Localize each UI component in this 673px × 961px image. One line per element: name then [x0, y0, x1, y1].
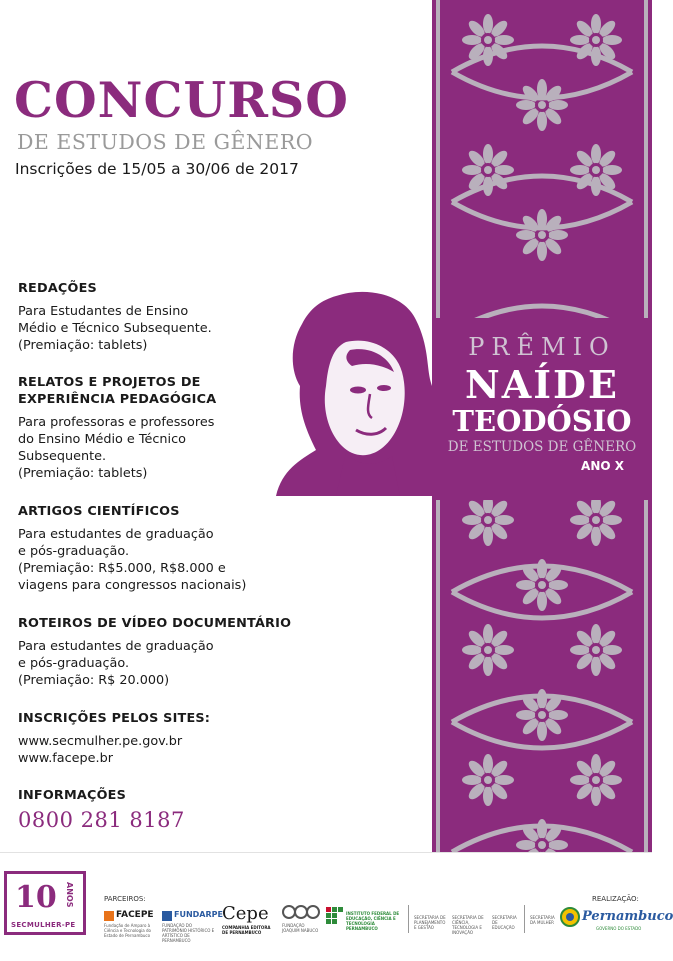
logo-fundaj: FUNDAÇÃO JOAQUIM NABUCO [282, 923, 319, 933]
fundaj-icon [282, 905, 320, 919]
logo-pernambuco: Pernambuco [582, 909, 673, 924]
logo-cepe: Cepe [222, 903, 269, 924]
facepe-icon [104, 911, 114, 921]
partners-label: PARCEIROS: [104, 895, 146, 903]
section-roteiros [18, 615, 318, 689]
divider [524, 905, 525, 933]
pernambuco-crest-icon [560, 907, 580, 927]
section-artigos [18, 503, 318, 594]
section-heading: INFORMAÇÕES [18, 788, 127, 803]
logo-secretaria-planejamento: SECRETARIA DE PLANEJAMENTO E GESTÃO [414, 915, 446, 930]
footer [0, 852, 673, 961]
award-title-box [432, 318, 652, 500]
section-heading: INSCRIÇÕES PELOS SITES: [18, 711, 211, 726]
award-line-naide: NAÍDE [465, 362, 619, 407]
award-line-estudos: DE ESTUDOS DE GÊNERO [447, 439, 637, 455]
award-edition: ANO X [581, 459, 624, 473]
section-heading: RELATOS E PROJETOS DE EXPERIÊNCIA PEDAGÓGICA [18, 375, 217, 407]
logo-secretaria-educacao: SECRETARIA DE EDUCAÇÃO [492, 915, 517, 930]
section-body: Para estudantes de graduação e pós-graduação. (Premiação: R$5.000, R$8.000 e viagens para congressos nacionais) [18, 527, 247, 593]
section-inscricoes [18, 710, 318, 767]
section-body: Para Estudantes de Ensino Médio e Técnico Subsequente. (Premiação: tablets) [18, 304, 212, 353]
award-line-premio: PRÊMIO [468, 333, 616, 361]
realizacao-label: REALIZAÇÃO: [592, 895, 639, 903]
fundarpe-icon [162, 911, 172, 921]
page-title: CONCURSO [14, 71, 349, 129]
logo-secretaria-mulher: SECRETARIA DA MULHER [530, 915, 555, 925]
portrait-image [276, 290, 436, 496]
section-heading: ARTIGOS CIENTÍFICOS [18, 504, 180, 519]
section-heading: ROTEIROS DE VÍDEO DOCUMENTÁRIO [18, 616, 292, 631]
header [14, 71, 349, 180]
badge-number: 10 [15, 880, 57, 915]
logo-pernambuco-desc: GOVERNO DO ESTADO [596, 926, 642, 931]
logo-facepe-desc: Fundação de Amparo à Ciência e Tecnologia do Estado de Pernambuco [104, 923, 151, 938]
logo-fundarpe-desc: FUNDAÇÃO DO PATRIMÔNIO HISTÓRICO E ARTÍSTICO DE PERNAMBUCO [162, 923, 215, 943]
badge-org: SECMULHER-PE [11, 921, 76, 929]
award-line-teodosio: TEODÓSIO [452, 404, 632, 438]
logo-facepe: FACEPE [116, 910, 154, 920]
registration-dates: Inscrições de 15/05 a 30/06 de 2017 [15, 160, 299, 178]
section-body: www.secmulher.pe.gov.br www.facepe.br [18, 734, 183, 766]
logo-cepe-desc: COMPANHIA EDITORA DE PERNAMBUCO [222, 925, 271, 935]
section-relatos [18, 374, 318, 482]
anniversary-badge [4, 871, 86, 935]
logo-ifpe: INSTITUTO FEDERAL DE EDUCAÇÃO, CIÊNCIA E TECNOLOGIA PERNAMBUCO [346, 911, 400, 931]
logo-fundarpe: FUNDARPE [174, 910, 223, 919]
section-body: Para estudantes de graduação e pós-graduação. (Premiação: R$ 20.000) [18, 639, 214, 688]
divider [408, 905, 409, 933]
section-body: Para professoras e professores do Ensino Médio e Técnico Subsequente. (Premiação: tablets) [18, 415, 215, 481]
badge-anos: ANOS [65, 882, 74, 908]
section-redacoes [18, 280, 318, 354]
logo-secretaria-ciencia: SECRETARIA DE CIÊNCIA, TECNOLOGIA E INOVAÇÃO [452, 915, 484, 935]
ifpe-icon [326, 907, 344, 925]
section-informacoes [18, 787, 318, 832]
section-heading: REDAÇÕES [18, 281, 97, 296]
phone-number: 0800 281 8187 [18, 808, 185, 832]
page-subtitle: DE ESTUDOS DE GÊNERO [17, 130, 314, 154]
